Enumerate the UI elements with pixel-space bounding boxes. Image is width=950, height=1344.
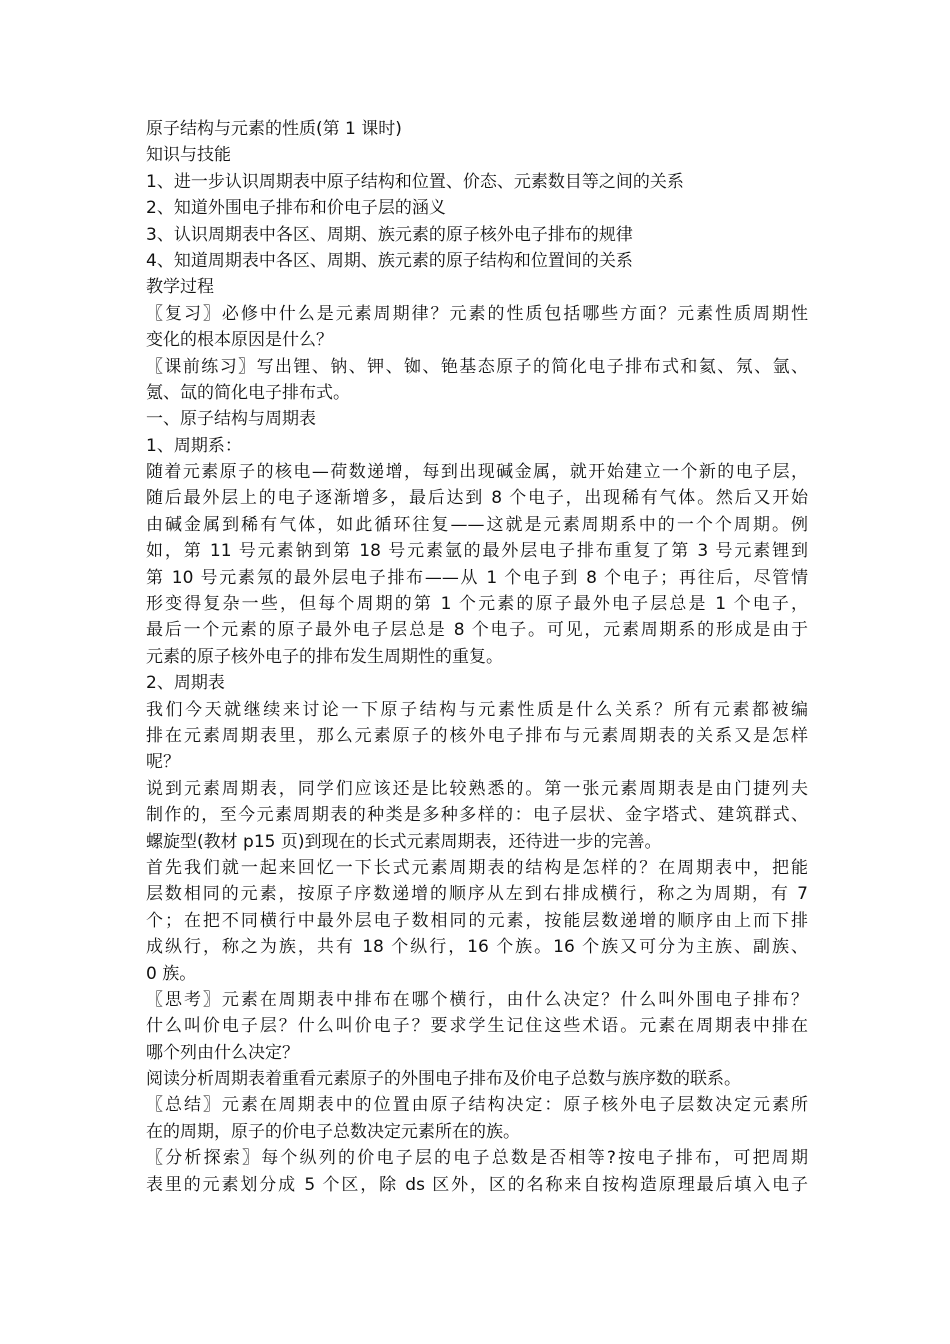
section-heading-skills: 知识与技能 xyxy=(146,145,231,166)
structure-paragraph-line: 0 族。 xyxy=(146,963,197,984)
objective-item-4: 4、知道周期表中各区、周期、族元素的原子结构和位置间的关系 xyxy=(146,250,633,271)
history-paragraph-line: 螺旋型(教材 p15 页)到现在的长式元素周期表，还待进一步的完善。 xyxy=(146,831,662,852)
period-system-paragraph-line: 形变得复杂一些，但每个周期的第 1 个元素的原子最外电子层总是 1 个电子， xyxy=(146,594,808,615)
period-system-paragraph-line: 最后一个元素的原子最外电子层总是 8 个电子。可见，元素周期系的形成是由于 xyxy=(146,620,808,641)
subheading-period-system: 1、周期系： xyxy=(146,435,242,456)
document-body xyxy=(146,116,808,1198)
analysis-paragraph-line: 表里的元素划分成 5 个区，除 ds 区外，区的名称来自按构造原理最后填入电子 xyxy=(146,1174,808,1195)
period-system-paragraph-line: 由碱金属到稀有气体，如此循环往复——这就是元素周期系中的一个个周期。例 xyxy=(146,514,808,535)
objective-item-1: 1、进一步认识周期表中原子结构和位置、价态、元素数目等之间的关系 xyxy=(146,171,684,192)
objective-item-2: 2、知道外围电子排布和价电子层的涵义 xyxy=(146,198,446,219)
history-paragraph-line: 说到元素周期表，同学们应该还是比较熟悉的。第一张元素周期表是由门捷列夫 xyxy=(146,778,808,799)
periodic-table-paragraph-line: 呢？ xyxy=(146,752,180,773)
document-title: 原子结构与元素的性质(第 1 课时) xyxy=(146,119,402,139)
structure-paragraph-line: 层数相同的元素，按原子序数递增的顺序从左到右排成横行，称之为周期，有 7 xyxy=(146,884,808,905)
objective-item-3: 3、认识周期表中各区、周期、族元素的原子核外电子排布的规律 xyxy=(146,224,633,245)
thinking-paragraph-line: 什么叫价电子层？什么叫价电子？要求学生记住这些术语。元素在周期表中排在 xyxy=(146,1016,808,1037)
period-system-paragraph-line: 第 10 号元素氖的最外层电子排布——从 1 个电子到 8 个电子；再往后，尽管情 xyxy=(146,567,808,588)
period-system-paragraph-line: 随后最外层上的电子逐渐增多，最后达到 8 个电子，出现稀有气体。然后又开始 xyxy=(146,488,808,509)
section-heading-process: 教学过程 xyxy=(146,277,214,298)
subheading-periodic-table: 2、周期表 xyxy=(146,673,225,694)
thinking-paragraph-line: 哪个列由什么决定？ xyxy=(146,1042,299,1063)
summary-paragraph-line: 〖总结〗元素在周期表中的位置由原子结构决定：原子核外电子层数决定元素所 xyxy=(146,1095,808,1116)
structure-paragraph-line: 成纵行，称之为族，共有 18 个纵行，16 个族。16 个族又可分为主族、副族、 xyxy=(146,937,808,958)
structure-paragraph-line: 个；在把不同横行中最外层电子数相同的元素，按能层数递增的顺序由上而下排 xyxy=(146,910,808,931)
period-system-paragraph-line: 如，第 11 号元素钠到第 18 号元素氩的最外层电子排布重复了第 3 号元素锂到 xyxy=(146,541,808,562)
analysis-paragraph-line: 〖分析探索〗每个纵列的价电子层的电子总数是否相等?按电子排布，可把周期 xyxy=(146,1148,808,1169)
summary-paragraph-line: 在的周期，原子的价电子总数决定元素所在的族。 xyxy=(146,1121,520,1142)
period-system-paragraph-line: 元素的原子核外电子的排布发生周期性的重复。 xyxy=(146,646,503,667)
thinking-paragraph-line: 〖思考〗元素在周期表中排布在哪个横行，由什么决定？什么叫外围电子排布？ xyxy=(146,989,808,1010)
exercise-paragraph-line: 氪、氙的简化电子排布式。 xyxy=(146,382,350,403)
structure-paragraph-line: 首先我们就一起来回忆一下长式元素周期表的结构是怎样的？在周期表中，把能 xyxy=(146,857,808,878)
review-paragraph-line: 变化的根本原因是什么？ xyxy=(146,330,333,351)
reading-paragraph-line: 阅读分析周期表着重看元素原子的外围电子排布及价电子总数与族序数的联系。 xyxy=(146,1069,741,1090)
history-paragraph-line: 制作的，至今元素周期表的种类是多种多样的：电子层状、金字塔式、建筑群式、 xyxy=(146,805,808,826)
period-system-paragraph-line: 随着元素原子的核电—荷数递增，每到出现碱金属，就开始建立一个新的电子层， xyxy=(146,462,808,483)
periodic-table-paragraph-line: 我们今天就继续来讨论一下原子结构与元素性质是什么关系？所有元素都被编 xyxy=(146,699,808,720)
review-paragraph-line: 〖复习〗必修中什么是元素周期律？元素的性质包括哪些方面？元素性质周期性 xyxy=(146,303,808,324)
exercise-paragraph-line: 〖课前练习〗写出锂、钠、钾、铷、铯基态原子的简化电子排布式和氦、氖、氩、 xyxy=(146,356,808,377)
section-heading-structure: 一、原子结构与周期表 xyxy=(146,409,316,430)
periodic-table-paragraph-line: 排在元素周期表里，那么元素原子的核外电子排布与元素周期表的关系又是怎样 xyxy=(146,725,808,746)
